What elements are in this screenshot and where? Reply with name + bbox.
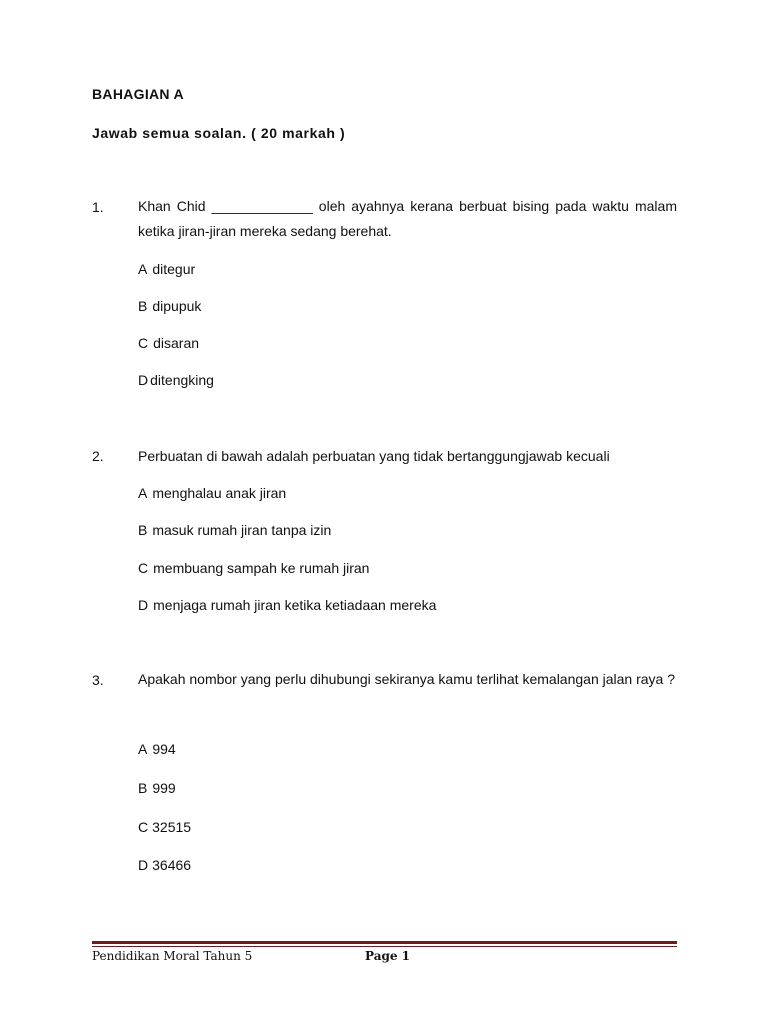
question-number: 1. xyxy=(92,199,104,215)
option-letter: C xyxy=(138,819,149,835)
option-c xyxy=(138,560,369,576)
option-letter: B xyxy=(138,780,148,796)
option-text: ditegur xyxy=(152,261,196,277)
option-text: dipupuk xyxy=(152,298,202,314)
option-c xyxy=(138,819,191,835)
option-text: membuang sampah ke rumah jiran xyxy=(153,560,370,576)
option-text: menghalau anak jiran xyxy=(152,485,287,501)
option-b xyxy=(138,522,331,538)
option-letter: A xyxy=(138,485,148,501)
option-b xyxy=(138,298,201,314)
option-text: 32515 xyxy=(152,819,192,835)
option-letter: A xyxy=(138,741,148,757)
question-text: Khan Chid _____________ oleh ayahnya kerana berbuat bising pada waktu malam ketika jiran-jiran mereka sedang berehat. xyxy=(138,198,677,239)
option-letter: B xyxy=(138,298,148,314)
option-letter: D xyxy=(138,372,149,388)
option-d xyxy=(138,857,191,873)
question-text: Apakah nombor yang perlu dihubungi sekiranya kamu terlihat kemalangan jalan raya ? xyxy=(138,671,675,687)
option-a xyxy=(138,261,195,277)
option-c xyxy=(138,335,199,351)
footer-rule-thin xyxy=(92,946,677,947)
section-instruction: Jawab semua soalan. ( 20 markah ) xyxy=(92,125,346,141)
option-letter: C xyxy=(138,560,149,576)
option-letter: A xyxy=(138,261,148,277)
option-text: 36466 xyxy=(152,857,192,873)
option-text: 999 xyxy=(152,780,176,796)
question-number: 3. xyxy=(92,672,104,688)
option-d xyxy=(138,372,214,388)
option-letter: B xyxy=(138,522,148,538)
option-text: disaran xyxy=(153,335,200,351)
option-b xyxy=(138,780,176,796)
option-d xyxy=(138,597,436,613)
option-text: menjaga rumah jiran ketika ketiadaan mereka xyxy=(153,597,437,613)
option-letter: D xyxy=(138,597,149,613)
footer-subject: Pendidikan Moral Tahun 5 xyxy=(92,949,253,963)
option-a xyxy=(138,741,176,757)
option-a xyxy=(138,485,286,501)
question-number: 2. xyxy=(92,448,104,464)
question-text: Perbuatan di bawah adalah perbuatan yang tidak bertanggungjawab kecuali xyxy=(138,448,610,464)
option-letter: D xyxy=(138,857,149,873)
option-text: 994 xyxy=(152,741,176,757)
section-title: BAHAGIAN A xyxy=(92,86,184,102)
footer-page-number: Page 1 xyxy=(365,949,411,963)
footer-rule xyxy=(92,941,677,944)
option-text: masuk rumah jiran tanpa izin xyxy=(152,522,332,538)
option-text: ditengking xyxy=(150,372,214,388)
option-letter: C xyxy=(138,335,149,351)
